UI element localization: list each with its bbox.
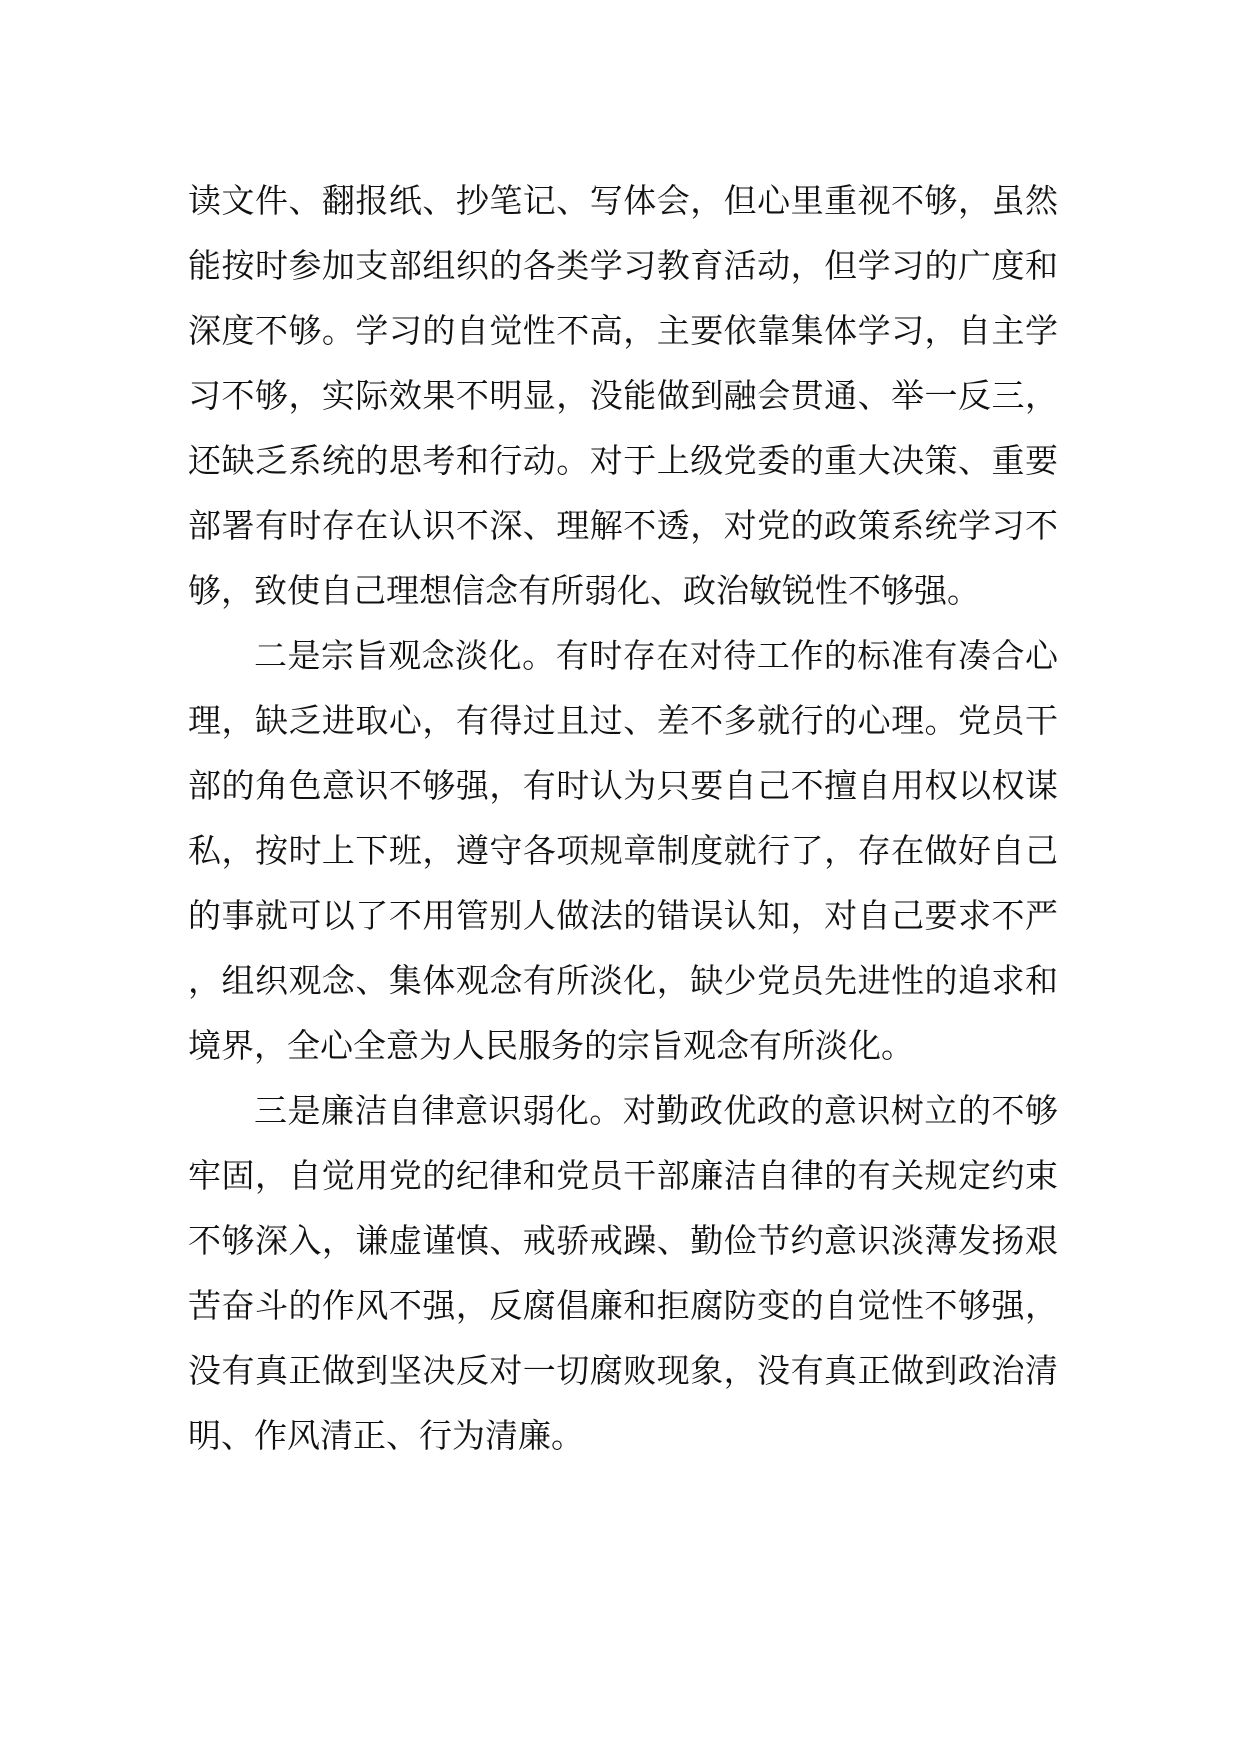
paragraph-study-continued: 读文件、翻报纸、抄笔记、写体会，但心里重视不够，虽然能按时参加支部组织的各类学习教育活动，但学习的广度和深度不够。学习的自觉性不高，主要依靠集体学习，自主学习不够，实际效果不明显，没能做到融会贯通、举一反三，还缺乏系统的思考和行动。对于上级党委的重大决策、重要部署有时存在认识不深、理解不透，对党的政策系统学习不够，致使自己理想信念有所弱化、政治敏锐性不够强。 <box>188 181 1058 610</box>
paragraph-integrity-self-discipline: 三是廉洁自律意识弱化。对勤政优政的意识树立的不够牢固，自觉用党的纪律和党员干部廉洁自律的有关规定约束不够深入，谦虚谨慎、戒骄戒躁、勤俭节约意识淡薄发扬艰苦奋斗的作风不强，反腐倡廉和拒腐防变的自觉性不够强，没有真正做到坚决反对一切腐败现象，没有真正做到政治清明、作风清正、行为清廉。 <box>188 1091 1058 1455</box>
document-body <box>188 168 1058 1468</box>
paragraph-purpose-awareness: 二是宗旨观念淡化。有时存在对待工作的标准有凑合心理，缺乏进取心，有得过且过、差不多就行的心理。党员干部的角色意识不够强，有时认为只要自己不擅自用权以权谋私，按时上下班，遵守各项规章制度就行了，存在做好自己的事就可以了不用管别人做法的错误认知，对自己要求不严，组织观念、集体观念有所淡化，缺少党员先进性的追求和境界，全心全意为人民服务的宗旨观念有所淡化。 <box>188 636 1058 1065</box>
